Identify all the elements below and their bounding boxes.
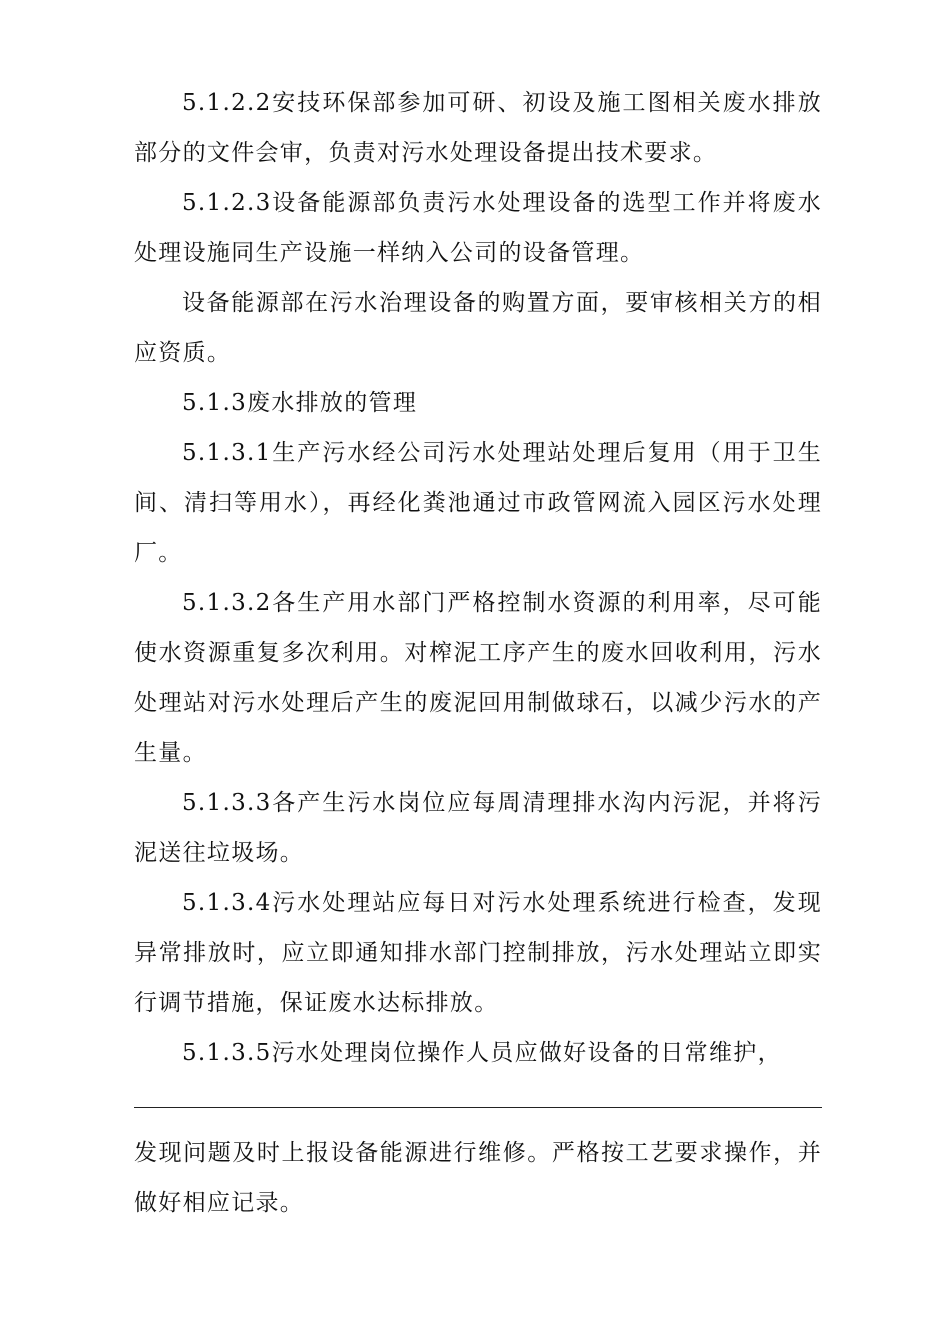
paragraph-5-1-3-5: 5.1.3.5污水处理岗位操作人员应做好设备的日常维护，: [182, 1040, 782, 1066]
section-heading-5-1-3: 5.1.3废水排放的管理: [182, 390, 418, 416]
paragraph-5-1-3-1: 5.1.3.1生产污水经公司污水处理站处理后复用（用于卫生间、清扫等用水），再经化粪池通过市政管网流入园区污水处理厂。: [134, 440, 822, 566]
paragraph-5-1-3-4: 5.1.3.4污水处理站应每日对污水处理系统进行检查，发现异常排放时，应立即通知排水部门控制排放，污水处理站立即实行调节措施，保证废水达标排放。: [134, 890, 822, 1016]
footnote-block: [134, 1128, 822, 1228]
footnote-text: 发现问题及时上报设备能源进行维修。严格按工艺要求操作，并做好相应记录。: [134, 1140, 822, 1216]
paragraph-5-1-3-3: 5.1.3.3各产生污水岗位应每周清理排水沟内污泥，并将污泥送往垃圾场。: [134, 790, 822, 866]
document-body: [134, 78, 822, 1078]
paragraph-equipment-qualification: 设备能源部在污水治理设备的购置方面，要审核相关方的相应资质。: [134, 290, 822, 366]
paragraph-5-1-2-2: 5.1.2.2安技环保部参加可研、初设及施工图相关废水排放部分的文件会审，负责对污水处理设备提出技术要求。: [134, 90, 822, 166]
paragraph-5-1-2-3: 5.1.2.3设备能源部负责污水处理设备的选型工作并将废水处理设施同生产设施一样纳入公司的设备管理。: [134, 190, 822, 266]
footnote-separator: [134, 1107, 822, 1108]
paragraph-5-1-3-2: 5.1.3.2各生产用水部门严格控制水资源的利用率，尽可能使水资源重复多次利用。对榨泥工序产生的废水回收利用，污水处理站对污水处理后产生的废泥回用制做球石，以减少污水的产生量。: [134, 590, 822, 766]
